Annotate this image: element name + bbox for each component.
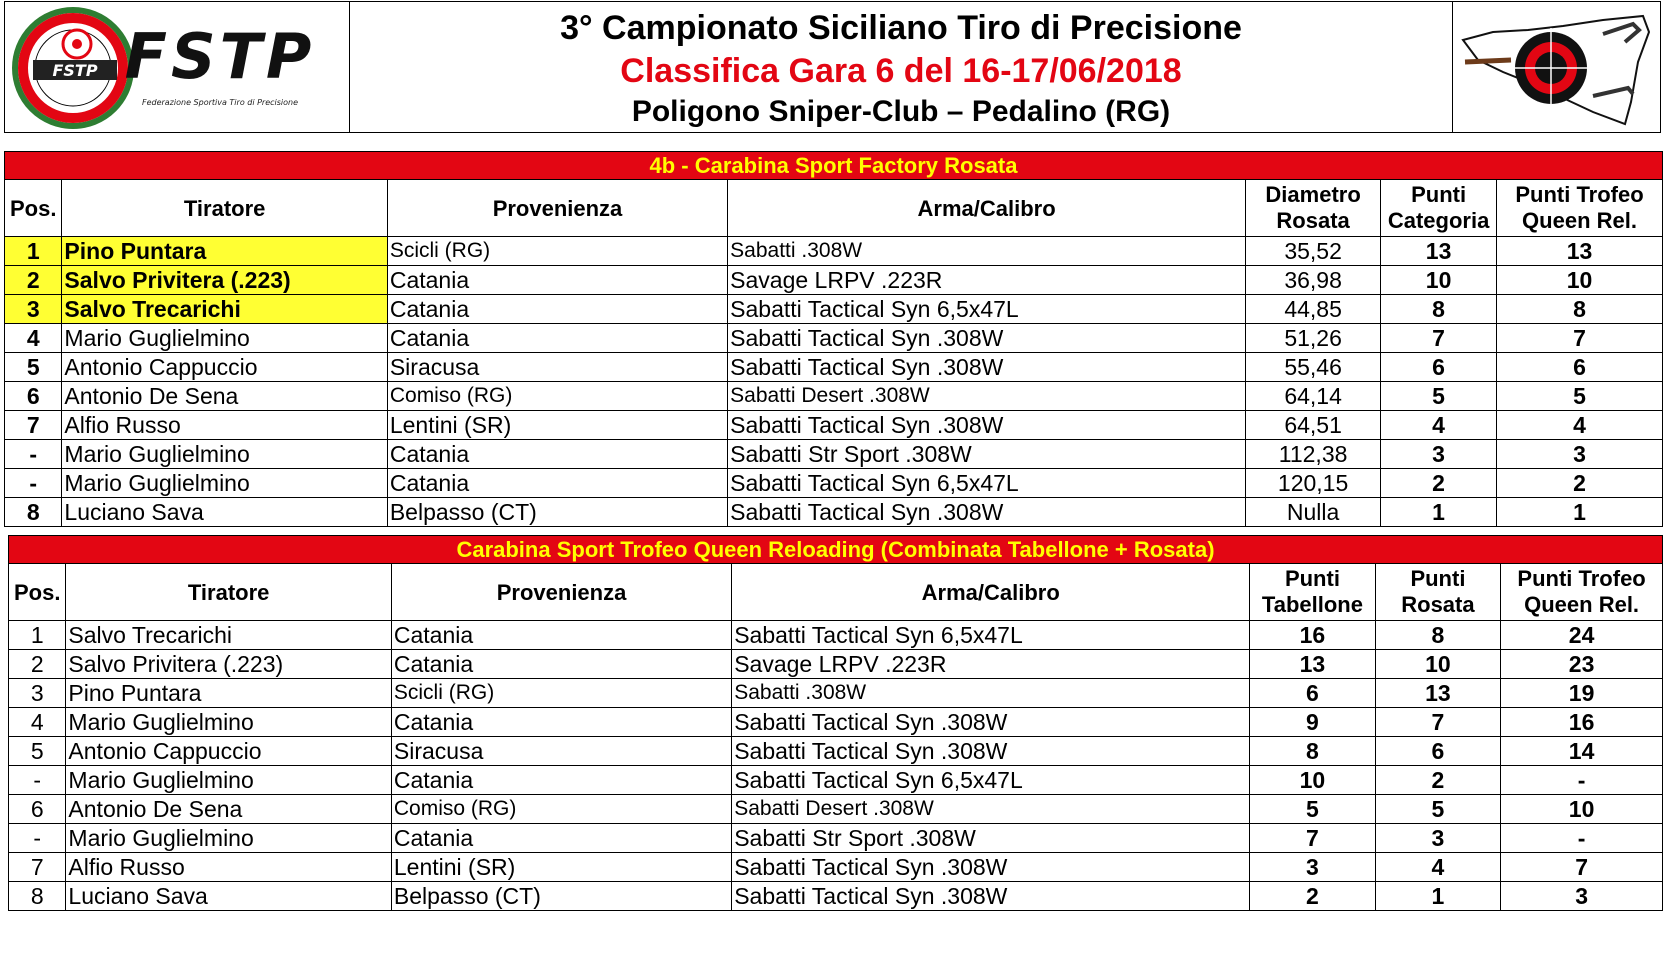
cell-punti-categoria: 13	[1381, 237, 1497, 266]
cell-punti-rosata: 2	[1375, 766, 1501, 795]
cell-arma: Sabatti Tactical Syn 6,5x47L	[732, 766, 1250, 795]
table-row	[5, 353, 1663, 382]
cell-arma: Sabatti Str Sport .308W	[728, 440, 1246, 469]
cell-punti-trofeo: 3	[1501, 882, 1663, 911]
logo-subtitle: Federazione Sportiva Tiro di Precisione	[141, 98, 299, 107]
table-row	[9, 882, 1663, 911]
col-provenienza: Provenienza	[387, 180, 727, 237]
col-punti-tabellone: Punti Tabellone	[1250, 564, 1376, 621]
cell-tiratore: Alfio Russo	[62, 411, 387, 440]
cell-arma: Sabatti Tactical Syn 6,5x47L	[732, 621, 1250, 650]
cell-punti-tabellone: 10	[1250, 766, 1376, 795]
cell-provenienza: Catania	[387, 266, 727, 295]
cell-punti-trofeo: 10	[1501, 795, 1663, 824]
cell-punti-trofeo: 10	[1497, 266, 1663, 295]
cell-pos: 5	[5, 353, 62, 382]
cell-tiratore: Pino Puntara	[62, 237, 387, 266]
cell-punti-categoria: 2	[1381, 469, 1497, 498]
svg-text:FSTP: FSTP	[52, 61, 98, 80]
cell-tiratore: Mario Guglielmino	[66, 824, 391, 853]
col-pos: Pos.	[5, 180, 62, 237]
cell-arma: Sabatti Desert .308W	[732, 795, 1250, 824]
cell-punti-trofeo: 23	[1501, 650, 1663, 679]
cell-arma: Sabatti Tactical Syn .308W	[732, 882, 1250, 911]
fstp-logo-area	[5, 2, 350, 132]
cell-pos: -	[5, 440, 62, 469]
cell-provenienza: Catania	[387, 469, 727, 498]
cell-diametro: Nulla	[1246, 498, 1381, 527]
cell-diametro: 44,85	[1246, 295, 1381, 324]
cell-punti-trofeo: 16	[1501, 708, 1663, 737]
cell-punti-trofeo: 2	[1497, 469, 1663, 498]
col-arma: Arma/Calibro	[732, 564, 1250, 621]
cell-diametro: 36,98	[1246, 266, 1381, 295]
ranking-title: Classifica Gara 6 del 16-17/06/2018	[620, 52, 1182, 90]
col-punti-rosata: Punti Rosata	[1375, 564, 1501, 621]
cell-punti-categoria: 4	[1381, 411, 1497, 440]
col-punti-trofeo: Punti Trofeo Queen Rel.	[1497, 180, 1663, 237]
cell-punti-tabellone: 7	[1250, 824, 1376, 853]
cell-punti-trofeo: 8	[1497, 295, 1663, 324]
cell-pos: 2	[9, 650, 66, 679]
cell-diametro: 55,46	[1246, 353, 1381, 382]
cell-punti-tabellone: 2	[1250, 882, 1376, 911]
cell-punti-rosata: 8	[1375, 621, 1501, 650]
cell-pos: 1	[5, 237, 62, 266]
rosata-banner: 4b - Carabina Sport Factory Rosata	[5, 152, 1663, 180]
cell-punti-rosata: 4	[1375, 853, 1501, 882]
cell-provenienza: Siracusa	[391, 737, 731, 766]
cell-punti-categoria: 3	[1381, 440, 1497, 469]
cell-punti-trofeo: 7	[1497, 324, 1663, 353]
cell-provenienza: Catania	[387, 295, 727, 324]
cell-tiratore: Salvo Trecarichi	[66, 621, 391, 650]
cell-punti-rosata: 1	[1375, 882, 1501, 911]
table-row	[5, 469, 1663, 498]
cell-punti-trofeo: 19	[1501, 679, 1663, 708]
cell-punti-categoria: 6	[1381, 353, 1497, 382]
cell-punti-tabellone: 3	[1250, 853, 1376, 882]
cell-punti-categoria: 5	[1381, 382, 1497, 411]
cell-tiratore: Salvo Privitera (.223)	[62, 266, 387, 295]
cell-punti-rosata: 3	[1375, 824, 1501, 853]
cell-pos: 4	[5, 324, 62, 353]
table-row	[5, 498, 1663, 527]
cell-pos: 7	[9, 853, 66, 882]
cell-pos: -	[5, 469, 62, 498]
cell-arma: Sabatti .308W	[732, 679, 1250, 708]
cell-pos: -	[9, 766, 66, 795]
cell-provenienza: Comiso (RG)	[391, 795, 731, 824]
table-row	[5, 295, 1663, 324]
col-pos: Pos.	[9, 564, 66, 621]
championship-title: 3° Campionato Siciliano Tiro di Precisione	[560, 9, 1242, 47]
col-tiratore: Tiratore	[66, 564, 391, 621]
cell-provenienza: Scicli (RG)	[387, 237, 727, 266]
cell-pos: 7	[5, 411, 62, 440]
logo-text: FSTP	[124, 20, 316, 93]
cell-tiratore: Alfio Russo	[66, 853, 391, 882]
cell-tiratore: Antonio De Sena	[62, 382, 387, 411]
cell-diametro: 120,15	[1246, 469, 1381, 498]
cell-pos: 8	[9, 882, 66, 911]
cell-punti-categoria: 8	[1381, 295, 1497, 324]
cell-tiratore: Mario Guglielmino	[62, 469, 387, 498]
cell-punti-trofeo: 1	[1497, 498, 1663, 527]
cell-punti-trofeo: -	[1501, 766, 1663, 795]
cell-arma: Sabatti Tactical Syn .308W	[728, 353, 1246, 382]
cell-provenienza: Catania	[391, 824, 731, 853]
cell-provenienza: Catania	[391, 650, 731, 679]
cell-punti-categoria: 1	[1381, 498, 1497, 527]
cell-tiratore: Mario Guglielmino	[62, 324, 387, 353]
cell-pos: 6	[5, 382, 62, 411]
cell-pos: 2	[5, 266, 62, 295]
cell-provenienza: Lentini (SR)	[387, 411, 727, 440]
cell-arma: Savage LRPV .223R	[728, 266, 1246, 295]
cell-arma: Sabatti Tactical Syn .308W	[728, 324, 1246, 353]
cell-punti-trofeo: 3	[1497, 440, 1663, 469]
table-row	[9, 766, 1663, 795]
cell-arma: Sabatti Tactical Syn 6,5x47L	[728, 295, 1246, 324]
cell-punti-rosata: 13	[1375, 679, 1501, 708]
cell-punti-tabellone: 8	[1250, 737, 1376, 766]
cell-pos: 5	[9, 737, 66, 766]
col-punti-trofeo: Punti Trofeo Queen Rel.	[1501, 564, 1663, 621]
cell-pos: -	[9, 824, 66, 853]
queen-reloading-table	[8, 535, 1663, 911]
sicily-logo-area	[1452, 2, 1660, 132]
table-row	[9, 824, 1663, 853]
cell-provenienza: Catania	[391, 708, 731, 737]
cell-tiratore: Mario Guglielmino	[66, 708, 391, 737]
cell-arma: Sabatti Tactical Syn .308W	[732, 853, 1250, 882]
cell-tiratore: Antonio Cappuccio	[66, 737, 391, 766]
fstp-logo	[5, 2, 345, 130]
cell-tiratore: Mario Guglielmino	[66, 766, 391, 795]
table-row	[9, 853, 1663, 882]
cell-punti-trofeo: 4	[1497, 411, 1663, 440]
cell-punti-categoria: 10	[1381, 266, 1497, 295]
table-row	[9, 795, 1663, 824]
cell-tiratore: Antonio De Sena	[66, 795, 391, 824]
table-row	[9, 679, 1663, 708]
cell-pos: 4	[9, 708, 66, 737]
cell-punti-trofeo: 7	[1501, 853, 1663, 882]
table-row	[5, 266, 1663, 295]
table-row	[5, 237, 1663, 266]
title-block	[350, 2, 1452, 132]
cell-arma: Sabatti .308W	[728, 237, 1246, 266]
cell-tiratore: Luciano Sava	[62, 498, 387, 527]
cell-punti-trofeo: 14	[1501, 737, 1663, 766]
cell-provenienza: Siracusa	[387, 353, 727, 382]
cell-tiratore: Salvo Trecarichi	[62, 295, 387, 324]
cell-pos: 3	[9, 679, 66, 708]
page-header	[4, 1, 1661, 133]
cell-pos: 6	[9, 795, 66, 824]
cell-diametro: 35,52	[1246, 237, 1381, 266]
cell-arma: Sabatti Tactical Syn .308W	[728, 411, 1246, 440]
rosata-ranking-table	[4, 151, 1663, 527]
cell-arma: Sabatti Tactical Syn 6,5x47L	[728, 469, 1246, 498]
queen-banner: Carabina Sport Trofeo Queen Reloading (Combinata Tabellone + Rosata)	[9, 536, 1663, 564]
cell-arma: Sabatti Tactical Syn .308W	[732, 737, 1250, 766]
cell-punti-trofeo: 6	[1497, 353, 1663, 382]
cell-provenienza: Belpasso (CT)	[387, 498, 727, 527]
cell-punti-tabellone: 5	[1250, 795, 1376, 824]
table-row	[5, 411, 1663, 440]
venue-title: Poligono Sniper-Club – Pedalino (RG)	[631, 95, 1171, 128]
col-punti-categoria: Punti Categoria	[1381, 180, 1497, 237]
cell-provenienza: Catania	[387, 440, 727, 469]
cell-tiratore: Antonio Cappuccio	[62, 353, 387, 382]
cell-diametro: 51,26	[1246, 324, 1381, 353]
cell-punti-tabellone: 16	[1250, 621, 1376, 650]
cell-diametro: 64,14	[1246, 382, 1381, 411]
col-tiratore: Tiratore	[62, 180, 387, 237]
cell-pos: 1	[9, 621, 66, 650]
table-row	[9, 650, 1663, 679]
cell-diametro: 64,51	[1246, 411, 1381, 440]
table-row	[9, 737, 1663, 766]
col-arma: Arma/Calibro	[728, 180, 1246, 237]
cell-punti-tabellone: 6	[1250, 679, 1376, 708]
cell-provenienza: Lentini (SR)	[391, 853, 731, 882]
cell-punti-rosata: 7	[1375, 708, 1501, 737]
cell-provenienza: Catania	[387, 324, 727, 353]
cell-diametro: 112,38	[1246, 440, 1381, 469]
cell-punti-trofeo: 24	[1501, 621, 1663, 650]
cell-tiratore: Salvo Privitera (.223)	[66, 650, 391, 679]
table-row	[5, 440, 1663, 469]
cell-arma: Sabatti Desert .308W	[728, 382, 1246, 411]
cell-provenienza: Catania	[391, 766, 731, 795]
col-diametro: Diametro Rosata	[1246, 180, 1381, 237]
cell-tiratore: Pino Puntara	[66, 679, 391, 708]
cell-provenienza: Comiso (RG)	[387, 382, 727, 411]
cell-punti-tabellone: 13	[1250, 650, 1376, 679]
cell-punti-trofeo: 13	[1497, 237, 1663, 266]
cell-punti-rosata: 6	[1375, 737, 1501, 766]
cell-provenienza: Scicli (RG)	[391, 679, 731, 708]
col-provenienza: Provenienza	[391, 564, 731, 621]
cell-punti-trofeo: 5	[1497, 382, 1663, 411]
sicily-target-logo	[1453, 2, 1657, 130]
cell-provenienza: Catania	[391, 621, 731, 650]
cell-punti-rosata: 10	[1375, 650, 1501, 679]
cell-punti-categoria: 7	[1381, 324, 1497, 353]
table-row	[5, 324, 1663, 353]
cell-arma: Sabatti Tactical Syn .308W	[728, 498, 1246, 527]
cell-punti-trofeo: -	[1501, 824, 1663, 853]
table-row	[9, 708, 1663, 737]
cell-punti-rosata: 5	[1375, 795, 1501, 824]
table-row	[9, 621, 1663, 650]
cell-pos: 8	[5, 498, 62, 527]
cell-tiratore: Mario Guglielmino	[62, 440, 387, 469]
cell-provenienza: Belpasso (CT)	[391, 882, 731, 911]
cell-pos: 3	[5, 295, 62, 324]
cell-punti-tabellone: 9	[1250, 708, 1376, 737]
cell-arma: Sabatti Str Sport .308W	[732, 824, 1250, 853]
cell-arma: Sabatti Tactical Syn .308W	[732, 708, 1250, 737]
table-row	[5, 382, 1663, 411]
cell-tiratore: Luciano Sava	[66, 882, 391, 911]
cell-arma: Savage LRPV .223R	[732, 650, 1250, 679]
